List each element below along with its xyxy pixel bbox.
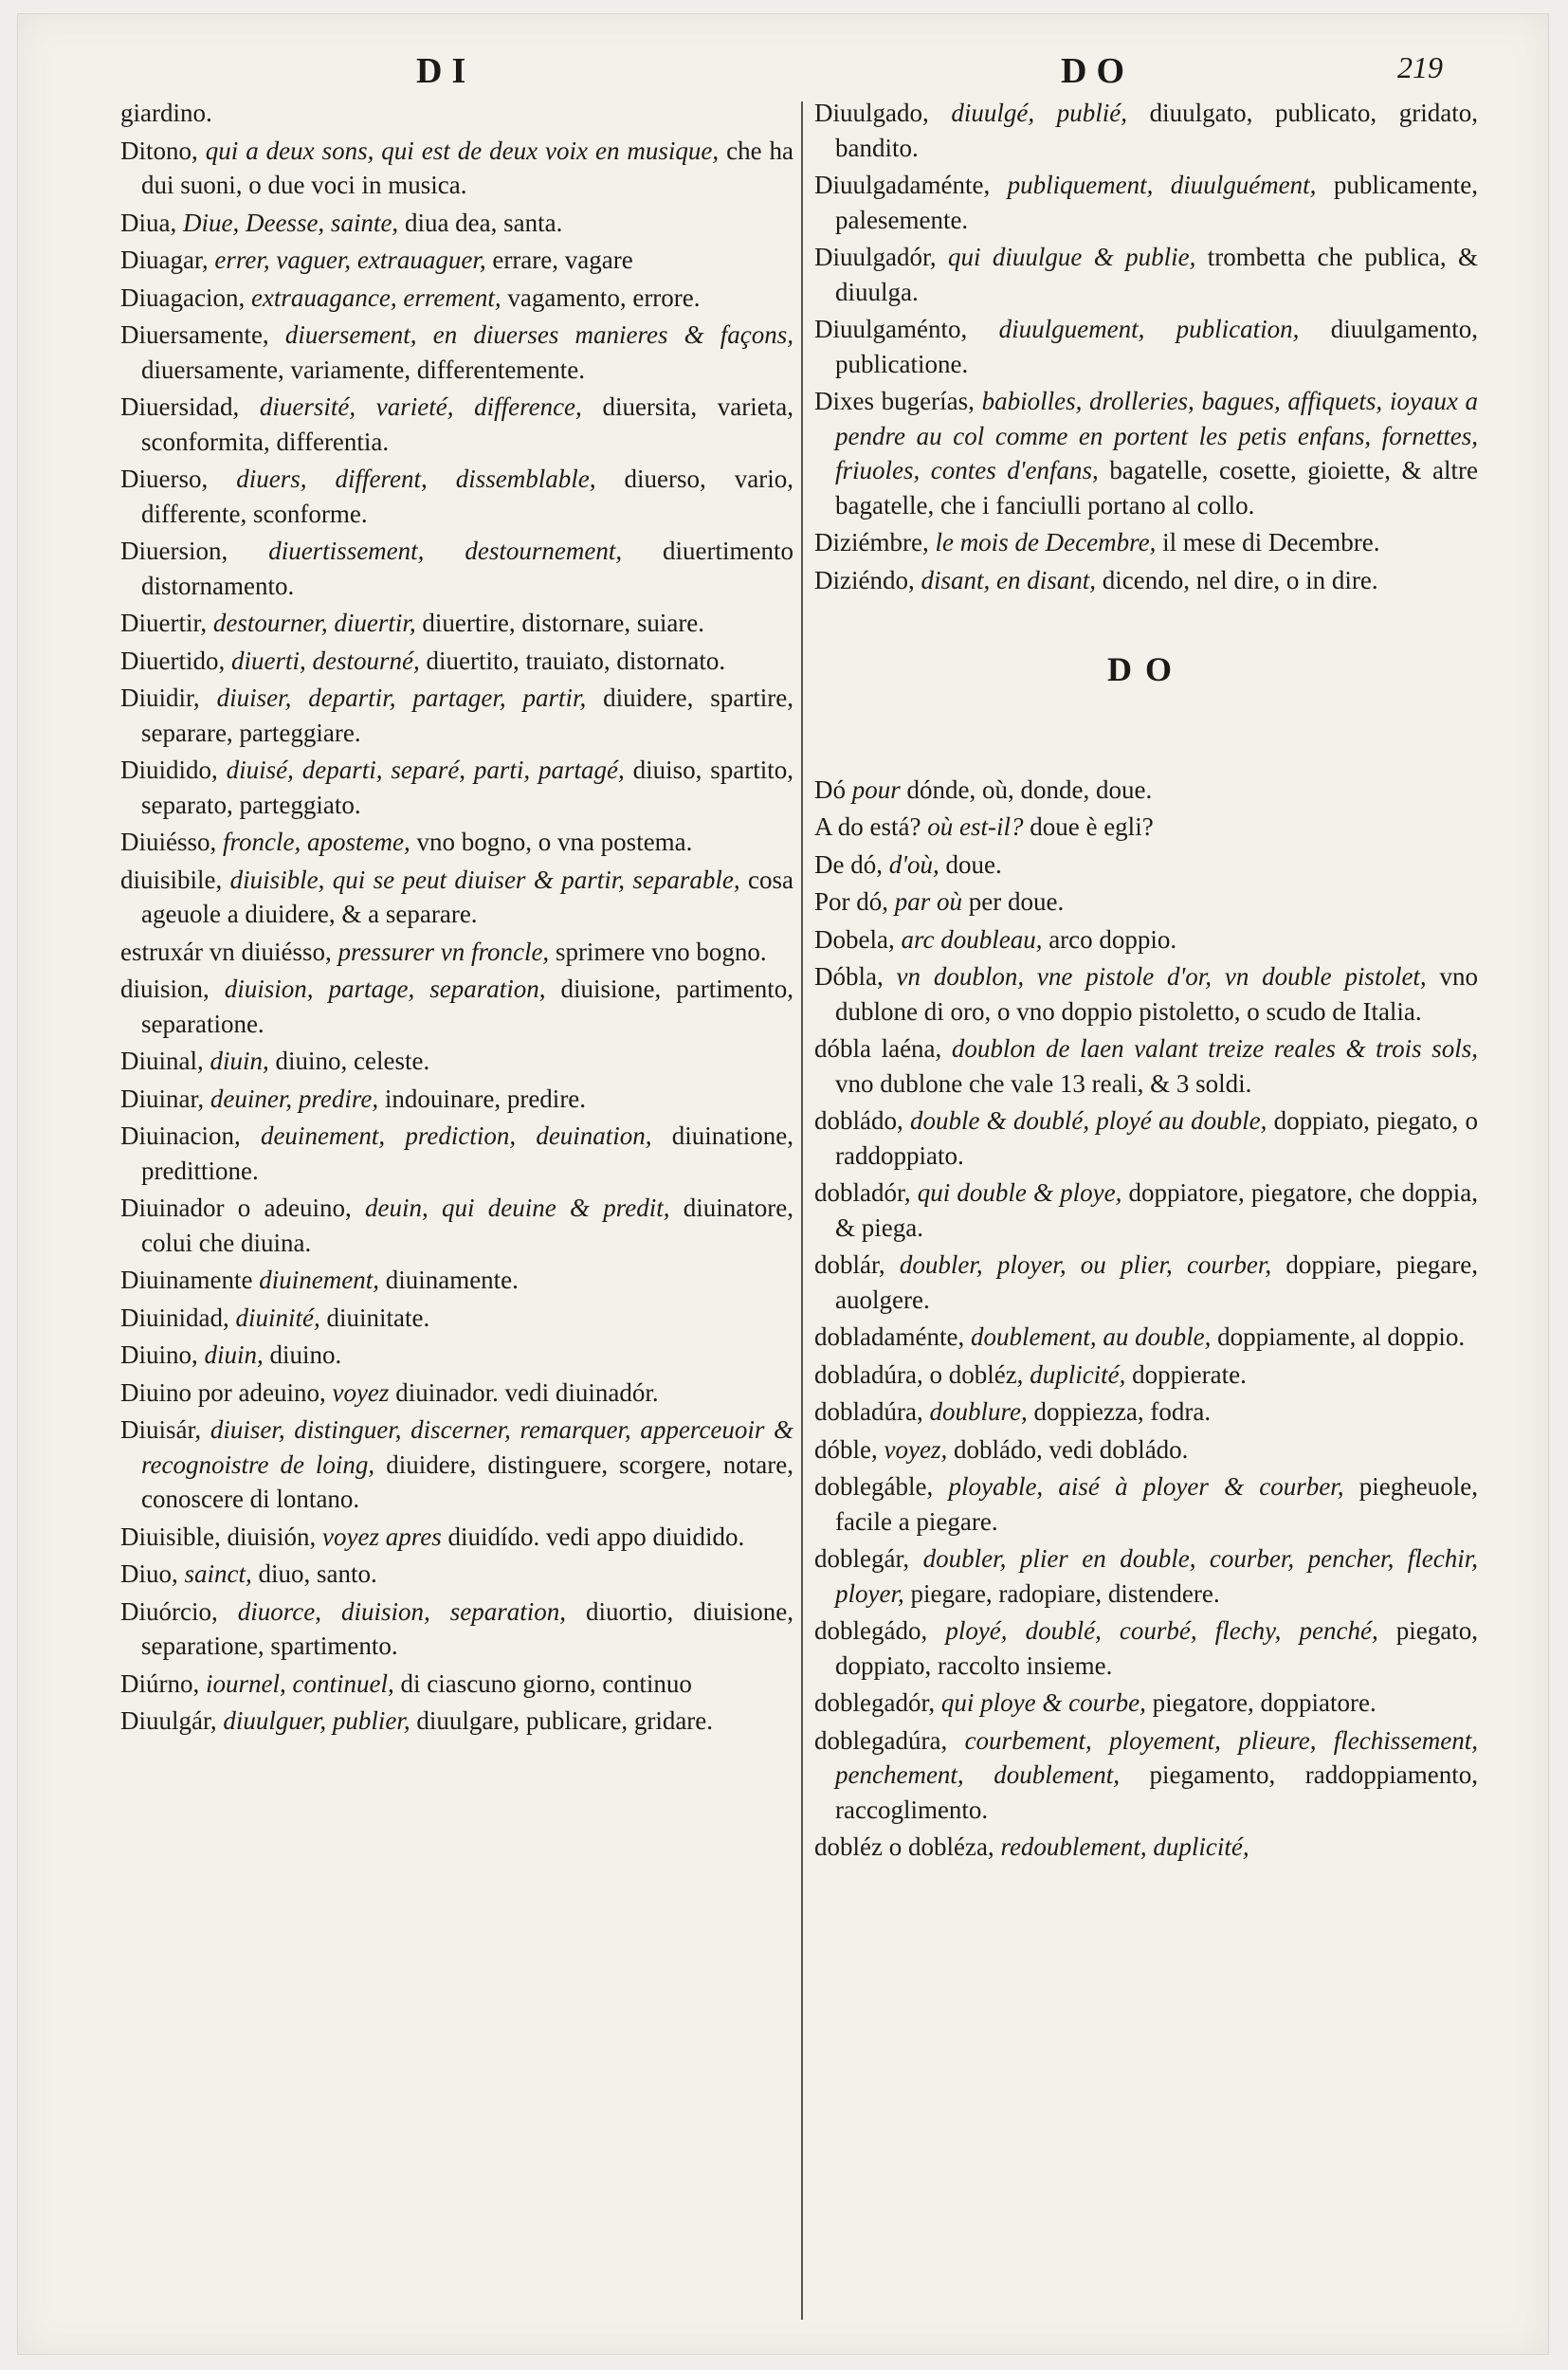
entry-italian: diuisione, partimento, separatione. [141, 975, 793, 1038]
entry-headword: dóble, [814, 1434, 878, 1464]
entry-french: sainct, [184, 1559, 252, 1588]
entry-french: diuiser, distinguer, discerner, remarquer, apperceuoir & recognoistre de loing, [141, 1415, 794, 1479]
entry-italian: piegare, radopiare, distendere. [910, 1578, 1220, 1608]
entry-italian: diuino. [269, 1340, 342, 1369]
entry-french: voyez [332, 1377, 390, 1407]
entry-headword: Diuiésso, [120, 828, 217, 856]
entry-headword: Diuulgaménto, [814, 315, 968, 343]
dictionary-entry [814, 1469, 1478, 1539]
entry-headword: doblegádo, [814, 1616, 928, 1645]
entry-italian: piegamento, raddoppiamento, raccoglimento. [835, 1760, 1478, 1824]
entry-italian: diua dea, santa. [404, 208, 563, 237]
entry-headword: doblár, [814, 1250, 885, 1279]
entry-italian: doppiare, piegare, auolgere. [835, 1250, 1479, 1314]
entry-french: diuulgé, publié, [951, 99, 1127, 127]
dictionary-entry [120, 1263, 793, 1298]
dictionary-entry [814, 922, 1478, 957]
entry-headword: Dó [814, 775, 846, 804]
entry-french: diuorce, diuision, separation, [237, 1596, 566, 1626]
dictionary-entry [120, 1082, 793, 1117]
entry-french: vn doublon, vne pistole d'or, vn double pistolet, [896, 962, 1427, 991]
entry-french: ployé, doublé, courbé, flechy, penché, [945, 1616, 1378, 1645]
entry-headword: Diuinidad, [120, 1303, 229, 1332]
dictionary-entry [120, 972, 793, 1041]
entry-headword: Diuulgár, [120, 1706, 217, 1735]
entry-italian: diuo, santo. [258, 1559, 377, 1588]
entry-headword: Diziéndo, [814, 565, 915, 594]
dictionary-entry [814, 1031, 1478, 1101]
entry-italian: diuino, celeste. [275, 1047, 430, 1075]
dictionary-entry [120, 753, 793, 822]
entry-headword: Diuinacion, [120, 1121, 241, 1150]
entry-french: duplicité, [1030, 1359, 1126, 1389]
entry-headword: dóbla laéna, [814, 1034, 942, 1063]
dictionary-entry [814, 1176, 1478, 1245]
entry-french: doubler, plier en double, courber, pencher, flechir, ployer, [835, 1544, 1479, 1608]
entry-french: publiquement, diuulguément, [1007, 171, 1317, 199]
entry-italian: diuertimento distornamento. [141, 537, 794, 600]
entry-italian: doppiato, piegato, o raddoppiato. [835, 1106, 1479, 1170]
entry-headword: Diziémbre, [814, 528, 929, 556]
entry-french: le mois de Decembre, [935, 528, 1157, 556]
dictionary-entry [814, 168, 1478, 237]
entry-italian: diuidere, spartire, separare, parteggiare. [141, 684, 793, 747]
entry-french: voyez, [884, 1434, 948, 1464]
entry-italian: per doue. [968, 887, 1065, 916]
entry-italian: vagamento, errore. [507, 283, 701, 312]
entry-headword: Diuagacion, [120, 283, 246, 312]
dictionary-entry [814, 525, 1478, 560]
entry-headword: doblegár, [814, 1544, 910, 1573]
entry-headword: Diuisible, diuisión, [120, 1522, 317, 1551]
dictionary-entry [120, 1557, 793, 1592]
entry-french: diuulguer, publier, [223, 1706, 410, 1735]
dictionary-entry [120, 1191, 793, 1260]
entry-headword: Diuisár, [120, 1415, 202, 1444]
entry-italian: diuidere, distinguere, scorgere, notare, conoscere di lontano. [141, 1449, 793, 1513]
entry-french: doubler, ployer, ou plier, courber, [899, 1250, 1272, 1279]
entry-headword: Diuersion, [120, 537, 228, 565]
entry-french: courbement, ployement, plieure, flechissement, penchement, doublement, [835, 1725, 1479, 1789]
dictionary-entry [814, 810, 1478, 845]
dictionary-entry [120, 1376, 793, 1411]
dictionary-entry [120, 96, 793, 131]
entry-headword: dobládo, [814, 1106, 903, 1135]
entry-headword: Diuersidad, [120, 392, 240, 421]
entry-french: extrauagance, errement, [250, 283, 501, 312]
entry-french: Diue, Deesse, sainte, [182, 208, 399, 237]
entry-headword: Diuersamente, [120, 320, 269, 349]
dictionary-entry [814, 1248, 1478, 1317]
entry-italian: dicendo, nel dire, o in dire. [1102, 565, 1378, 594]
entry-french: doublement, au double, [970, 1322, 1212, 1351]
entry-french: diuinement, [259, 1266, 379, 1294]
entry-headword: Por dó, [814, 887, 889, 916]
entry-french: qui ploye & courbe, [940, 1688, 1146, 1717]
entry-headword: Diúrno, [120, 1668, 200, 1698]
dictionary-entry [120, 1413, 793, 1517]
entry-italian: doue è egli? [1030, 812, 1154, 841]
column-divider [801, 101, 803, 2320]
entry-french: diuiser, departir, partager, partir, [216, 684, 587, 712]
entry-headword: Diuino por adeuino, [120, 1377, 326, 1407]
entry-headword: Diuo, [120, 1559, 178, 1588]
dictionary-entry [120, 534, 793, 603]
entry-french: doublon de laen valant treize reales & trois sols, [951, 1034, 1478, 1063]
entry-french: diuersité, varieté, difference, [259, 392, 582, 421]
dictionary-entry [814, 1358, 1478, 1393]
dictionary-entry [120, 1704, 793, 1739]
entry-french: par où [894, 887, 963, 916]
entry-french: doublure, [929, 1397, 1028, 1426]
entry-italian: diuerso, vario, differente, sconforme. [141, 465, 793, 528]
entry-headword: Diuinamente [120, 1266, 253, 1294]
entry-headword: Diuinar, [120, 1084, 205, 1113]
entry-french: diuin, [204, 1340, 264, 1369]
entry-italian: trombetta che publica, & diuulga. [835, 243, 1479, 306]
entry-headword: Diuerso, [120, 465, 209, 493]
entry-italian: doppiatore, piegatore, che doppia, & piega. [835, 1178, 1478, 1242]
entry-headword: doblegadúra, [814, 1725, 948, 1755]
entry-italian: diuinador. vedi diuinadór. [395, 1377, 659, 1407]
entry-italian: vno dublone di oro, o vno doppio pistoletto, o scudo de Italia. [835, 962, 1478, 1026]
dictionary-page [17, 13, 1549, 2355]
entry-french: diuerti, destourné, [230, 646, 420, 675]
entry-french: iournel, continuel, [206, 1668, 394, 1698]
right-column [814, 96, 1478, 1868]
entry-italian: doppierate. [1132, 1359, 1247, 1389]
page-number: 219 [1397, 50, 1443, 84]
entry-french: diuin, [210, 1047, 269, 1075]
dictionary-entry [120, 390, 793, 459]
entry-french: arc doubleau, [901, 924, 1043, 954]
entry-french: redoublement, duplicité, [1000, 1832, 1249, 1861]
entry-italian: doue. [945, 849, 1002, 879]
entry-headword: diuisibile, [120, 865, 223, 894]
dictionary-entry [814, 848, 1478, 883]
entry-french: d'où, [888, 849, 939, 879]
dictionary-entry [120, 318, 793, 387]
entry-italian: di ciascuno giorno, continuo [400, 1668, 692, 1698]
entry-italian: doppiamente, al doppio. [1217, 1322, 1466, 1351]
entry-italian: piegato, doppiato, raccolto insieme. [835, 1616, 1479, 1680]
dictionary-entry [120, 644, 793, 679]
dictionary-entry [814, 1723, 1478, 1828]
dictionary-entry [814, 384, 1478, 522]
entry-italian: diuulgamento, publicatione. [835, 315, 1479, 378]
entry-french: diuision, partage, separation, [224, 975, 546, 1003]
entry-headword: doblegáble, [814, 1472, 934, 1501]
entry-french: qui diuulgue & publie, [948, 243, 1196, 271]
dictionary-entry [814, 1320, 1478, 1355]
entry-italian: arco doppio. [1048, 924, 1177, 954]
dictionary-entry [120, 1520, 793, 1555]
entry-headword: Diuidir, [120, 684, 200, 712]
entry-french: diuulguement, publication, [998, 315, 1300, 343]
entry-italian: diuulgato, publicato, gridato, bandito. [835, 99, 1479, 162]
entry-headword: diuision, [120, 975, 210, 1003]
entry-french: diuers, different, dissemblable, [236, 465, 596, 493]
entry-italian: diuersita, varieta, sconformita, differentia. [141, 392, 793, 456]
entry-italian: dónde, où, donde, doue. [906, 775, 1153, 804]
entry-italian: diuinatore, colui che diuina. [141, 1194, 793, 1257]
dictionary-entry [814, 563, 1478, 598]
dictionary-entry [120, 863, 793, 932]
dictionary-entry [814, 1395, 1478, 1430]
dictionary-entry [814, 312, 1478, 381]
dictionary-entry [120, 243, 793, 278]
entry-headword: Diua, [120, 208, 177, 237]
entry-french: froncle, aposteme, [223, 828, 410, 856]
dictionary-entry [120, 134, 793, 203]
dictionary-entry [120, 1338, 793, 1373]
entry-italian: sprimere vno bogno. [555, 937, 767, 966]
entry-headword: Diuidido, [120, 756, 218, 784]
entry-italian: il mese di Decembre. [1162, 528, 1380, 556]
entry-french: où est-il? [927, 812, 1024, 841]
entry-headword: A do está? [814, 812, 921, 841]
entry-headword: Diuagar, [120, 246, 209, 274]
entry-french: double & doublé, ployé au double, [909, 1106, 1267, 1135]
entry-headword: Dóbla, [814, 962, 884, 991]
dictionary-entry [120, 1044, 793, 1079]
entry-french: diuisé, departi, separé, parti, partagé, [226, 756, 625, 784]
dictionary-entry [120, 825, 793, 860]
entry-italian: diuersamente, variamente, differentemente. [141, 355, 586, 384]
entry-headword: Ditono, [120, 136, 198, 165]
entry-headword: Diuinador o adeuino, [120, 1194, 352, 1222]
dictionary-entry [814, 959, 1478, 1029]
entry-italian: diuertito, trauiato, distornato. [426, 646, 726, 675]
entry-headword: Diuulgadór, [814, 243, 937, 271]
entry-italian: che ha dui suoni, o due voci in musica. [141, 136, 794, 199]
entry-headword: Diuulgado, [814, 99, 929, 127]
entry-headword: dobléz o dobléza, [814, 1832, 994, 1861]
entry-french: diuisible, qui se peut diuiser & partir, separable, [229, 865, 740, 894]
dictionary-entry [814, 240, 1478, 309]
dictionary-entry [814, 1103, 1478, 1173]
dictionary-entry [120, 1595, 793, 1664]
entry-headword: dobladúra, o dobléz, [814, 1359, 1024, 1389]
entry-french: destourner, diuertir, [212, 609, 416, 637]
entry-french: diuinité, [235, 1303, 320, 1332]
entry-headword: dobladúra, [814, 1397, 923, 1426]
entry-headword: dobladaménte, [814, 1322, 965, 1351]
entry-italian: diuinatione, predittione. [141, 1121, 794, 1185]
entry-french: deuiner, predire, [210, 1084, 379, 1113]
entry-italian: dobládo, vedi dobládo. [953, 1434, 1189, 1464]
entry-headword: estruxár vn diuiésso, [120, 937, 332, 966]
entry-italian: bagatelle, cosette, gioiette, & altre bagatelle, che i fanciulli portano al collo. [835, 456, 1479, 520]
dictionary-entry [120, 606, 793, 641]
entry-headword: Dobela, [814, 924, 895, 954]
running-head-right: DO [1061, 51, 1134, 91]
entry-headword: Diuino, [120, 1340, 198, 1369]
entry-french: disant, en disant, [921, 565, 1096, 594]
dictionary-entry [120, 935, 793, 970]
dictionary-entry [814, 1541, 1478, 1611]
entry-italian: piegheuole, facile a piegare. [835, 1472, 1478, 1536]
entry-italian: diuinamente. [385, 1266, 519, 1294]
section-heading: DO [1107, 650, 1185, 688]
entry-italian: publicamente, palesemente. [835, 171, 1479, 234]
entry-headword: giardino. [120, 99, 212, 127]
entry-french: errer, vaguer, extrauaguer, [214, 246, 486, 274]
dictionary-entry [120, 462, 793, 531]
entry-italian: diuidído. vedi appo diuidido. [447, 1522, 745, 1551]
entry-headword: dobladór, [814, 1178, 911, 1207]
dictionary-entry [120, 681, 793, 750]
entry-italian: cosa ageuole a diuidere, & a separare. [141, 865, 793, 928]
entry-french: qui a deux sons, qui est de deux voix en musique, [205, 136, 720, 165]
entry-italian: vno dublone che vale 13 reali, & 3 soldi. [835, 1068, 1252, 1098]
entry-headword: Diuórcio, [120, 1596, 218, 1626]
entry-headword: Diuertido, [120, 646, 226, 675]
dictionary-entry [814, 96, 1478, 165]
entry-headword: Diuinal, [120, 1047, 204, 1075]
entry-french: deuinement, prediction, deuination, [260, 1121, 652, 1150]
dictionary-entry [814, 884, 1478, 920]
entry-french: pressurer vn froncle, [337, 937, 550, 966]
entry-italian: diuiso, spartito, separato, parteggiato. [141, 756, 793, 819]
dictionary-entry [814, 1432, 1478, 1468]
entry-headword: Diuulgadaménte, [814, 171, 991, 199]
entry-italian: diuortio, diuisione, separatione, spartimento. [141, 1596, 794, 1660]
entry-french: pour [851, 775, 901, 804]
entry-french: qui double & ploye, [917, 1178, 1122, 1207]
entry-italian: diuulgare, publicare, gridare. [416, 1706, 714, 1735]
entry-french: ployable, aisé à ployer & courber, [948, 1472, 1344, 1501]
entry-french: deuin, qui deuine & predit, [365, 1194, 670, 1222]
dictionary-entry [814, 1686, 1478, 1721]
entry-headword: Diuertir, [120, 609, 208, 637]
entry-french: diuersement, en diuerses manieres & façons, [284, 320, 794, 349]
entry-italian: diuinitate. [326, 1303, 430, 1332]
entry-italian: diuertire, distornare, suiare. [422, 609, 705, 637]
entry-french: voyez apres [322, 1522, 442, 1551]
dictionary-entry [120, 1667, 793, 1702]
dictionary-entry [120, 1119, 793, 1188]
running-head-left: DI [416, 51, 476, 91]
left-column [120, 96, 793, 1741]
dictionary-entry [120, 206, 793, 241]
entry-italian: piegatore, doppiatore. [1152, 1688, 1377, 1717]
entry-french: babiolles, drolleries, bagues, affiquets, ioyaux a pendre au col comme en portent les petis enfans, fornettes, friuoles, contes d'enfans, [835, 387, 1479, 484]
entry-italian: errare, vagare [492, 246, 633, 274]
entry-italian: vno bogno, o vna postema. [416, 828, 693, 856]
entry-headword: Dixes bugerías, [814, 387, 975, 415]
dictionary-entry [814, 1830, 1478, 1865]
entry-italian: indouinare, predire. [384, 1084, 587, 1113]
dictionary-entry [814, 773, 1478, 808]
dictionary-entry [814, 1613, 1478, 1683]
dictionary-entry [120, 281, 793, 316]
entry-french: diuertissement, destournement, [268, 537, 623, 565]
dictionary-entry [120, 1301, 793, 1336]
entry-headword: doblegadór, [814, 1688, 936, 1717]
entry-italian: doppiezza, fodra. [1033, 1397, 1212, 1426]
entry-headword: De dó, [814, 849, 883, 879]
